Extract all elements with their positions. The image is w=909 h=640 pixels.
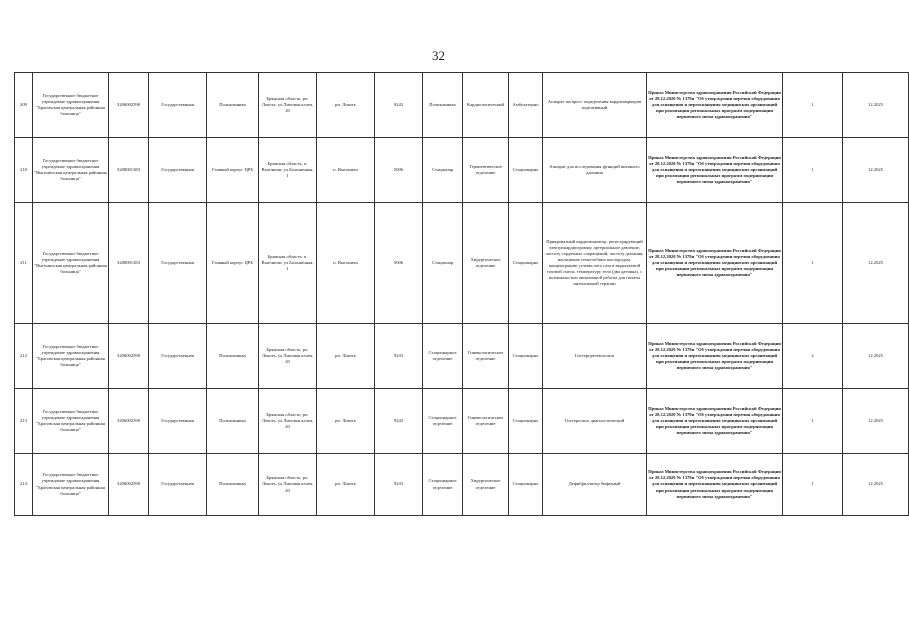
delivery-date: 12.2025 [843, 454, 909, 516]
address: Брянская область, рп. Локоть, ул.Липовая аллея, 20 [259, 73, 317, 138]
delivery-date: 12.2025 [843, 138, 909, 203]
ownership-form: Государственная [149, 389, 207, 454]
structural-unit: Главный корпус ЦРБ [207, 138, 259, 203]
organization-name: Государственное бюджетное учреждение здравоохранения "Брасовская центральная районная больница" [33, 389, 109, 454]
department: Кардиологический [463, 73, 509, 138]
order-reference: Приказ Министерства здравоохранения Российской Федерации от 28.12.2020 № 1379н "Об утверждении перечня оборудования для оснащения и переоснащения медицинских организаций при реализации региональных программ модернизации первичного звена здравоохранения" [647, 73, 783, 138]
address: Брянская область, рп. Локоть, ул.Липовая аллея, 20 [259, 389, 317, 454]
delivery-date: 12.2025 [843, 389, 909, 454]
ownership-form: Государственная [149, 203, 207, 324]
organization-name: Государственное бюджетное учреждение здравоохранения "Брасовская центральная районная больница" [33, 454, 109, 516]
inn: 3208001383 [109, 203, 149, 324]
equipment-name: Прикроватный кардиомонитор, регистрирующий электрокардиограмму, артериальное давление, частоту сердечных сокращений, частоту дыхания, насыщение гемоглобина кислородом, концентрацию углекислого газа в выдыхаемой газовой смеси, температуру тела (два датчика), с возможностью автономной работы для палаты интенсивной терапии [543, 203, 647, 324]
department: Терапевтическое отделение [463, 138, 509, 203]
structural-unit: Поликлиника [207, 73, 259, 138]
care-conditions: Амбулаторно [509, 73, 543, 138]
care-type: Стационар [423, 203, 463, 324]
structural-unit: Поликлиника [207, 389, 259, 454]
address: Брянская область, рп. Локоть, ул.Липовая аллея, 20 [259, 454, 317, 516]
care-type: Поликлиника [423, 73, 463, 138]
structural-unit: Главный корпус ЦРБ [207, 203, 259, 324]
page-number: 32 [432, 48, 445, 63]
table-row [15, 389, 909, 454]
equipment-name: Аппарат экспресс определения кардиомаркеров портативный [543, 73, 647, 138]
care-conditions: Стационарно [509, 324, 543, 389]
row-number: 209 [15, 73, 33, 138]
inn: 3206002590 [109, 324, 149, 389]
quantity: 1 [783, 203, 843, 324]
quantity: 1 [783, 138, 843, 203]
delivery-date: 12.2025 [843, 203, 909, 324]
population: 9243 [375, 324, 423, 389]
structural-unit: Поликлиника [207, 324, 259, 389]
care-type: Стационар [423, 138, 463, 203]
locality: рп. Локоть [317, 324, 375, 389]
care-type: Стационарное отделение [423, 324, 463, 389]
table-row [15, 203, 909, 324]
department: Гинекологическое отделение [463, 389, 509, 454]
population: 9243 [375, 454, 423, 516]
inn: 3206002590 [109, 454, 149, 516]
inn: 3206002590 [109, 389, 149, 454]
order-reference: Приказ Министерства здравоохранения Российской Федерации от 28.12.2020 № 1379н "Об утверждении перечня оборудования для оснащения и переоснащения медицинских организаций при реализации региональных программ модернизации первичного звена здравоохранения" [647, 324, 783, 389]
locality: рп. Локоть [317, 389, 375, 454]
population: 9243 [375, 389, 423, 454]
row-number: 213 [15, 389, 33, 454]
address: Брянская область, п. Выгоничи, ул.Больничная, 1 [259, 138, 317, 203]
department: Хирургическое отделение [463, 203, 509, 324]
order-reference: Приказ Министерства здравоохранения Российской Федерации от 28.12.2020 № 1379н "Об утверждении перечня оборудования для оснащения и переоснащения медицинских организаций при реализации региональных программ модернизации первичного звена здравоохранения" [647, 138, 783, 203]
care-type: Стационарное отделение [423, 454, 463, 516]
ownership-form: Государственная [149, 454, 207, 516]
ownership-form: Государственная [149, 73, 207, 138]
population: 5006 [375, 138, 423, 203]
address: Брянская область, п. Выгоничи, ул.Больничная, 1 [259, 203, 317, 324]
quantity: 1 [783, 73, 843, 138]
equipment-table [14, 72, 909, 516]
care-conditions: Стационарно [509, 389, 543, 454]
department: Хирургическое отделение [463, 454, 509, 516]
row-number: 211 [15, 203, 33, 324]
organization-name: Государственное бюджетное учреждение здравоохранения "Брасовская центральная районная больница" [33, 324, 109, 389]
locality: п. Выгоничи [317, 138, 375, 203]
locality: п. Выгоничи [317, 203, 375, 324]
population: 9243 [375, 73, 423, 138]
care-type: Стационарное отделение [423, 389, 463, 454]
inn: 3206002590 [109, 73, 149, 138]
delivery-date: 12.2025 [843, 73, 909, 138]
care-conditions: Стационарно [509, 203, 543, 324]
organization-name: Государственное бюджетное учреждение здравоохранения "Выгоничская центральная районная больница" [33, 138, 109, 203]
quantity: 1 [783, 389, 843, 454]
department: Гинекологическое отделение [463, 324, 509, 389]
inn: 3208001383 [109, 138, 149, 203]
table-row [15, 454, 909, 516]
ownership-form: Государственная [149, 138, 207, 203]
quantity: 1 [783, 454, 843, 516]
table-row [15, 73, 909, 138]
quantity: 2 [783, 324, 843, 389]
table-row [15, 324, 909, 389]
locality: рп. Локоть [317, 454, 375, 516]
order-reference: Приказ Министерства здравоохранения Российской Федерации от 28.12.2020 № 1379н "Об утверждении перечня оборудования для оснащения и переоснащения медицинских организаций при реализации региональных программ модернизации первичного звена здравоохранения" [647, 203, 783, 324]
row-number: 214 [15, 454, 33, 516]
care-conditions: Стационарно [509, 138, 543, 203]
address: Брянская область, рп. Локоть, ул.Липовая аллея, 20 [259, 324, 317, 389]
equipment-name: Гистерорезектоскоп [543, 324, 647, 389]
locality: рп. Локоть [317, 73, 375, 138]
order-reference: Приказ Министерства здравоохранения Российской Федерации от 28.12.2020 № 1379н "Об утверждении перечня оборудования для оснащения и переоснащения медицинских организаций при реализации региональных программ модернизации первичного звена здравоохранения" [647, 454, 783, 516]
order-reference: Приказ Министерства здравоохранения Российской Федерации от 28.12.2020 № 1379н "Об утверждении перечня оборудования для оснащения и переоснащения медицинских организаций при реализации региональных программ модернизации первичного звена здравоохранения" [647, 389, 783, 454]
care-conditions: Стационарно [509, 454, 543, 516]
row-number: 210 [15, 138, 33, 203]
equipment-name: Дефибриллятор бифазный [543, 454, 647, 516]
table-row [15, 138, 909, 203]
structural-unit: Поликлиника [207, 454, 259, 516]
equipment-name: Гистероскоп диагностический [543, 389, 647, 454]
delivery-date: 12.2025 [843, 324, 909, 389]
ownership-form: Государственная [149, 324, 207, 389]
population: 5006 [375, 203, 423, 324]
organization-name: Государственное бюджетное учреждение здравоохранения "Брасовская центральная районная больница" [33, 73, 109, 138]
organization-name: Государственное бюджетное учреждение здравоохранения "Выгоничская центральная районная больница" [33, 203, 109, 324]
equipment-name: Аппарат для исследования функций внешнего дыхания [543, 138, 647, 203]
row-number: 212 [15, 324, 33, 389]
